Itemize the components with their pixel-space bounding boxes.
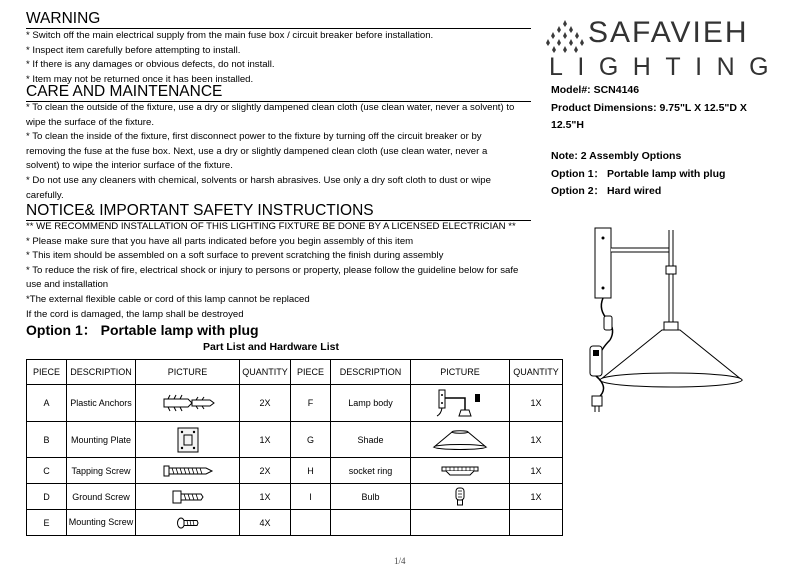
safety-item: *The external flexible cable or cord of this lamp cannot be replaced — [26, 293, 310, 305]
option2-label: Option 2： Hard wired — [551, 185, 662, 197]
option1-title: Option 1： Portable lamp with plug — [26, 322, 259, 338]
piece-cell: F — [291, 385, 331, 422]
picture-cell — [136, 458, 240, 484]
picture-cell — [411, 484, 510, 510]
description-cell: Tapping Screw — [67, 458, 136, 484]
description-cell: socket ring — [331, 458, 411, 484]
safety-item: If the cord is damaged, the lamp shall be destroyed — [26, 308, 244, 320]
shade-icon — [430, 429, 490, 451]
quantity-cell: 1X — [510, 484, 563, 510]
warning-item: * Switch off the main electrical supply from the main fuse box / circuit breaker before installation. — [26, 30, 434, 41]
piece-cell: I — [291, 484, 331, 510]
model-number: Model#: SCN4146 — [551, 84, 640, 96]
safety-item: * To reduce the risk of fire, electrical shock or injury to persons or property, please follow the guideline below for safe use and installation — [26, 264, 519, 291]
quantity-cell: 1X — [510, 422, 563, 458]
care-heading: CARE AND MAINTENANCE — [26, 83, 531, 102]
safety-heading: NOTICE& IMPORTANT SAFETY INSTRUCTIONS — [26, 202, 531, 221]
care-item: * Do not use any cleaners with chemical, solvents or harsh abrasives. Use only a dry soft cloth to dust or wipe carefully. — [26, 174, 491, 201]
table-row — [27, 458, 563, 484]
col-header: PICTURE — [411, 360, 510, 385]
col-header: QUANTITY — [240, 360, 291, 385]
tapping-screw-icon — [162, 465, 214, 477]
care-item: * To clean the outside of the fixture, use a dry or slightly dampened clean cloth (use clean water, never a solvent) to wipe the surface of the fixture. — [26, 102, 515, 128]
mounting-plate-icon — [176, 426, 200, 454]
description-cell: Plastic Anchors — [67, 385, 136, 422]
picture-cell — [136, 422, 240, 458]
table-header-row — [27, 360, 563, 385]
col-header: PICTURE — [136, 360, 240, 385]
picture-cell — [136, 484, 240, 510]
brand-name: SAFAVIEH — [588, 16, 749, 49]
picture-cell — [136, 510, 240, 536]
brand-sub: LIGHTING — [549, 53, 784, 81]
brand-logo — [545, 16, 785, 80]
parts-table — [26, 359, 563, 536]
lamp-body-icon — [435, 388, 485, 418]
picture-cell — [411, 458, 510, 484]
description-cell: Mounting Screw — [67, 510, 136, 536]
piece-cell: H — [291, 458, 331, 484]
lamp-illustration — [570, 210, 750, 420]
description-cell: Shade — [331, 422, 411, 458]
table-row — [27, 385, 563, 422]
warning-item: * If there is any damages or obvious defects, do not install. — [26, 59, 275, 71]
quantity-cell: 1X — [510, 458, 563, 484]
safety-item: ** WE RECOMMEND INSTALLATION OF THIS LIGHTING FIXTURE BE DONE BY A LICENSED ELECTRICIAN ** — [26, 221, 516, 232]
col-header: QUANTITY — [510, 360, 563, 385]
assembly-options — [551, 148, 766, 201]
product-dimensions: Product Dimensions: 9.75"L X 12.5"D X 12.5"H — [551, 101, 747, 131]
mounting-screw-icon — [176, 517, 200, 529]
picture-cell — [411, 510, 510, 536]
piece-cell: D — [27, 484, 67, 510]
safety-item: * This item should be assembled on a soft surface to prevent scratching the finish during assembly — [26, 250, 444, 262]
table-row — [27, 422, 563, 458]
picture-cell — [136, 385, 240, 422]
table-title: Part List and Hardware List — [203, 341, 339, 353]
plastic-anchor-icon — [158, 394, 218, 412]
socket-ring-icon — [440, 465, 480, 477]
product-info — [551, 82, 766, 135]
quantity-cell: 2X — [240, 458, 291, 484]
picture-cell — [411, 385, 510, 422]
table-row — [27, 484, 563, 510]
option1-label: Option 1： Portable lamp with plug — [551, 167, 726, 180]
description-cell: Lamp body — [331, 385, 411, 422]
description-cell: Ground Screw — [67, 484, 136, 510]
page-number: 1/4 — [394, 556, 406, 566]
col-header: DESCRIPTION — [331, 360, 411, 385]
assembly-note: Note: 2 Assembly Options — [551, 150, 682, 162]
warning-list — [26, 29, 521, 87]
piece-cell: G — [291, 422, 331, 458]
col-header: PIECE — [27, 360, 67, 385]
quantity-cell — [510, 510, 563, 536]
description-cell: Mounting Plate — [67, 422, 136, 458]
quantity-cell: 4X — [240, 510, 291, 536]
care-list — [26, 101, 521, 203]
picture-cell — [411, 422, 510, 458]
description-cell: Bulb — [331, 484, 411, 510]
safety-list — [26, 220, 526, 322]
care-item: * To clean the inside of the fixture, first disconnect power to the fixture by turning off the circuit breaker or by removing the fuse at the fuse box. Next, use a dry or slightly dampened clean cloth (use clean water, never a solvent) to wipe the interior surface of the fixture. — [26, 131, 488, 172]
quantity-cell: 1X — [240, 484, 291, 510]
quantity-cell: 1X — [240, 422, 291, 458]
piece-cell: C — [27, 458, 67, 484]
bulb-icon — [453, 487, 467, 507]
chandelier-logo-icon — [545, 18, 585, 54]
safety-item: * Please make sure that you have all parts indicated before you begin assembly of this item — [26, 235, 414, 247]
quantity-cell: 1X — [510, 385, 563, 422]
piece-cell: B — [27, 422, 67, 458]
table-row — [27, 510, 563, 536]
warning-heading: WARNING — [26, 10, 531, 29]
quantity-cell: 2X — [240, 385, 291, 422]
piece-cell: E — [27, 510, 67, 536]
warning-item: * Inspect item carefully before attempting to install. — [26, 44, 241, 56]
piece-cell — [291, 510, 331, 536]
col-header: PIECE — [291, 360, 331, 385]
ground-screw-icon — [171, 490, 205, 504]
description-cell — [331, 510, 411, 536]
piece-cell: A — [27, 385, 67, 422]
col-header: DESCRIPTION — [67, 360, 136, 385]
warning-item: * Item may not be returned once it has been installed. — [26, 73, 254, 85]
